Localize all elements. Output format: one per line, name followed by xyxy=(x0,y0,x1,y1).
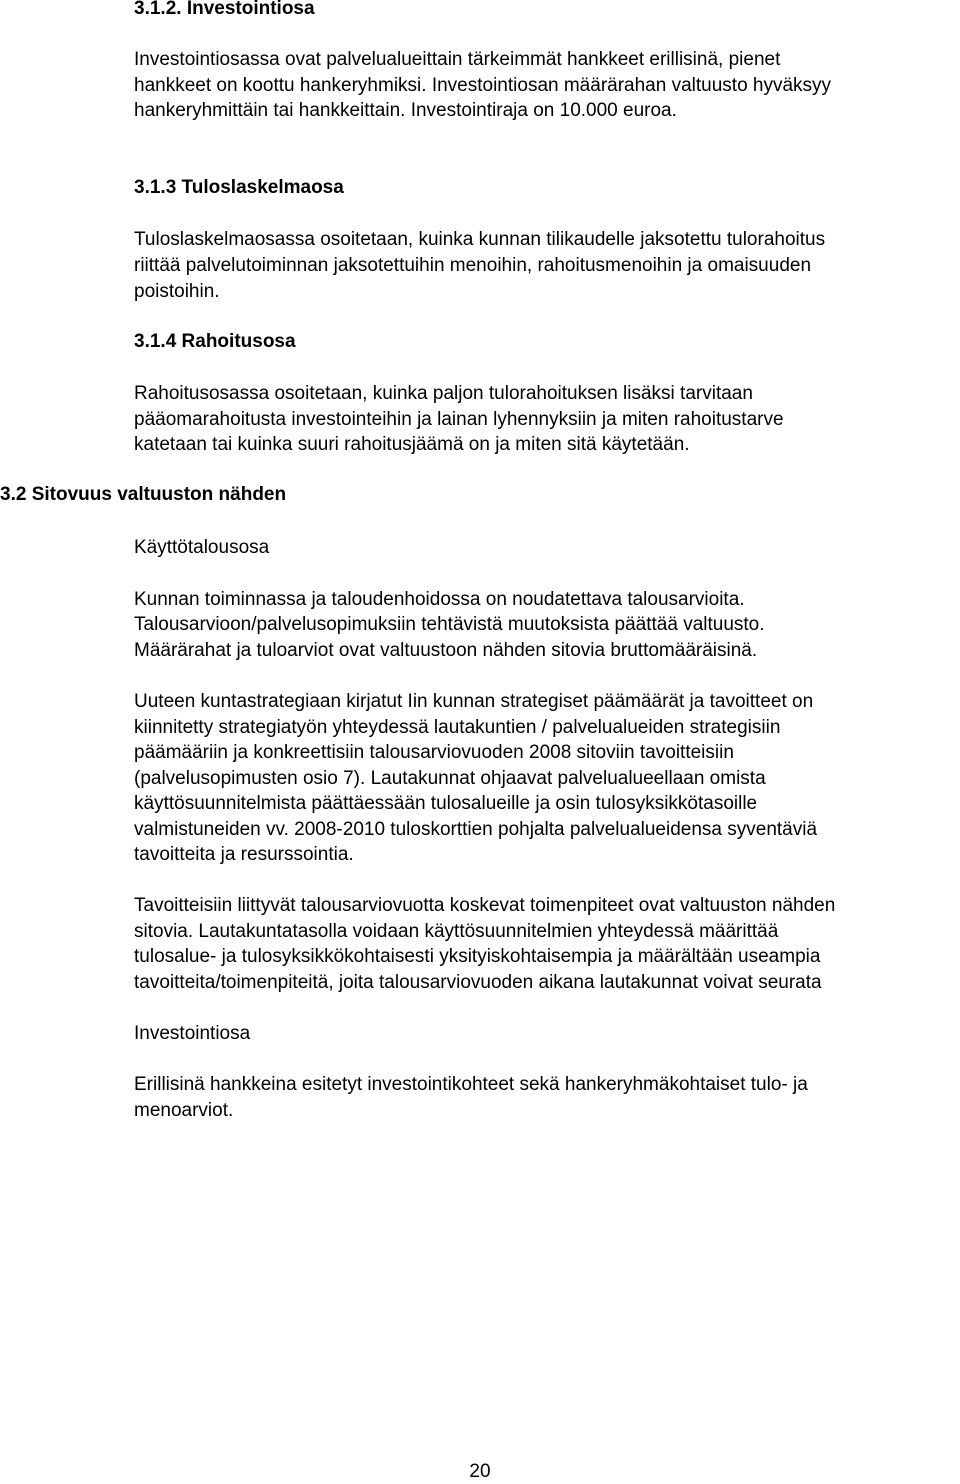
paragraph-line: Investointiosassa ovat palvelualueittain tärkeimmät hankkeet erillisinä, pienet xyxy=(134,49,781,70)
paragraph-line: tulosalue- ja tulosyksikkökohtaisesti yksityiskohtaisempia ja määrältään useampia xyxy=(134,946,821,967)
subheading-investointiosa: Investointiosa xyxy=(134,1023,251,1044)
paragraph-line: Kunnan toiminnassa ja taloudenhoidossa on noudatettava talousarvioita. xyxy=(134,589,745,610)
paragraph-line: hankkeet on koottu hankeryhmiksi. Investointiosan määrärahan valtuusto hyväksyy xyxy=(134,75,832,96)
paragraph-line: (palvelusopimusten osio 7). Lautakunnat ohjaavat palvelualueellaan omista xyxy=(134,768,766,789)
paragraph-line: Erillisinä hankkeina esitetyt investointikohteet sekä hankeryhmäkohtaiset tulo- ja xyxy=(134,1074,808,1095)
paragraph-line: Talousarvioon/palvelusopimuksiin tehtävistä muutoksista päättää valtuusto. xyxy=(134,614,765,635)
paragraph-line: menoarviot. xyxy=(134,1100,234,1121)
paragraph-line: riittää palvelutoiminnan jaksotettuihin menoihin, rahoitusmenoihin ja omaisuuden xyxy=(134,255,812,276)
paragraph-line: sitovia. Lautakuntatasolla voidaan käyttösuunnitelmien yhteydessä määrittää xyxy=(134,921,779,942)
paragraph-line: Määrärahat ja tuloarviot ovat valtuustoon nähden sitovia bruttomääräisinä. xyxy=(134,640,758,661)
paragraph-line: hankeryhmittäin tai hankkeittain. Investointiraja on 10.000 euroa. xyxy=(134,100,677,121)
paragraph-line: päämääriin ja konkreettisiin talousarviovuoden 2008 sitoviin tavoitteisiin xyxy=(134,742,734,763)
subheading-kayttotalousosa: Käyttötalousosa xyxy=(134,537,270,558)
paragraph-line: pääomarahoitusta investointeihin ja lainan lyhennyksiin ja miten rahoitustarve xyxy=(134,409,784,430)
paragraph-line: valmistuneiden vv. 2008-2010 tuloskorttien pohjalta palvelualueidensa syventäviä xyxy=(134,819,818,840)
paragraph-line: Rahoitusosassa osoitetaan, kuinka paljon tulorahoituksen lisäksi tarvitaan xyxy=(134,383,753,404)
paragraph-line: katetaan tai kuinka suuri rahoitusjäämä on ja miten sitä käytetään. xyxy=(134,434,690,455)
paragraph-line: poistoihin. xyxy=(134,281,220,302)
paragraph-line: käyttösuunnitelmista päättäessään tulosalueille ja osin tulosyksikkötasoille xyxy=(134,793,758,814)
paragraph-line: Uuteen kuntastrategiaan kirjatut Iin kunnan strategiset päämäärät ja tavoitteet on xyxy=(134,691,814,712)
paragraph-line: tavoitteita ja resurssointia. xyxy=(134,844,354,865)
heading-3-1-2: 3.1.2. Investointiosa xyxy=(134,0,315,19)
page-number: 20 xyxy=(469,1461,491,1482)
paragraph-line: tavoitteita/toimenpiteitä, joita talousarviovuoden aikana lautakunnat voivat seurata xyxy=(134,972,822,993)
paragraph-line: Tuloslaskelmaosassa osoitetaan, kuinka kunnan tilikaudelle jaksotettu tulorahoitus xyxy=(134,229,826,250)
heading-3-2: 3.2 Sitovuus valtuuston nähden xyxy=(0,484,287,505)
heading-3-1-4: 3.1.4 Rahoitusosa xyxy=(134,331,296,352)
paragraph-line: Tavoitteisiin liittyvät talousarviovuotta koskevat toimenpiteet ovat valtuuston nähden xyxy=(134,895,836,916)
heading-3-1-3: 3.1.3 Tuloslaskelmaosa xyxy=(134,177,344,198)
paragraph-line: kiinnitetty strategiatyön yhteydessä lautakuntien / palvelualueiden strategisiin xyxy=(134,717,781,738)
